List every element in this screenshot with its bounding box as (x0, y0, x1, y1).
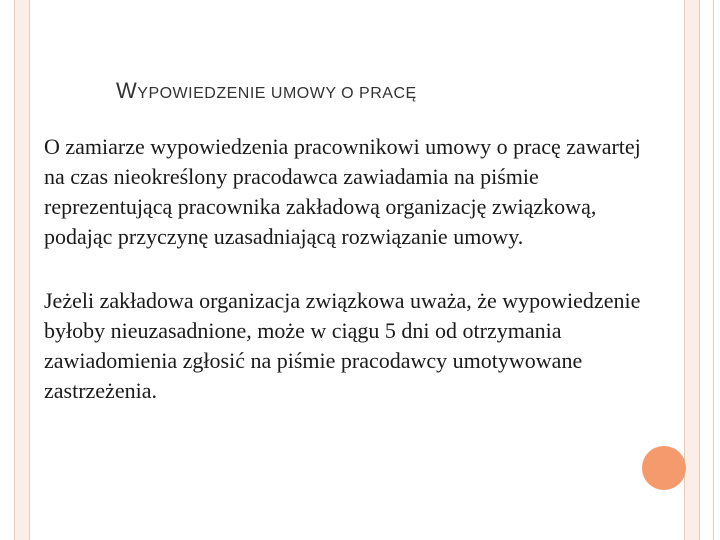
right-decorative-frame (684, 0, 700, 540)
slide-title-first-letter: W (116, 78, 138, 103)
paragraph-2: Jeżeli zakładowa organizacja związkowa uważa, że wypowiedzenie byłoby nieuzasadnione, może w ciągu 5 dni od otrzymania zawiadomienia zgłosić na piśmie pracodawcy umotywowane zastrzeżenia. (44, 288, 641, 403)
decorative-orange-circle (642, 446, 686, 490)
paragraph-1: O zamiarze wypowiedzenia pracownikowi umowy o pracę zawartej na czas nieokreślony pracodawca zawiadamia na piśmie reprezentującą pracownika zakładową organizację związkową, podając przyczynę uzasadniającą rozwiązanie umowy. (44, 134, 641, 249)
left-decorative-frame (14, 0, 30, 540)
slide-title-rest: YPOWIEDZENIE UMOWY O PRACĘ (137, 85, 417, 102)
right-frame-outer-line (713, 0, 714, 540)
slide-title (116, 78, 417, 104)
slide-body (44, 132, 644, 440)
